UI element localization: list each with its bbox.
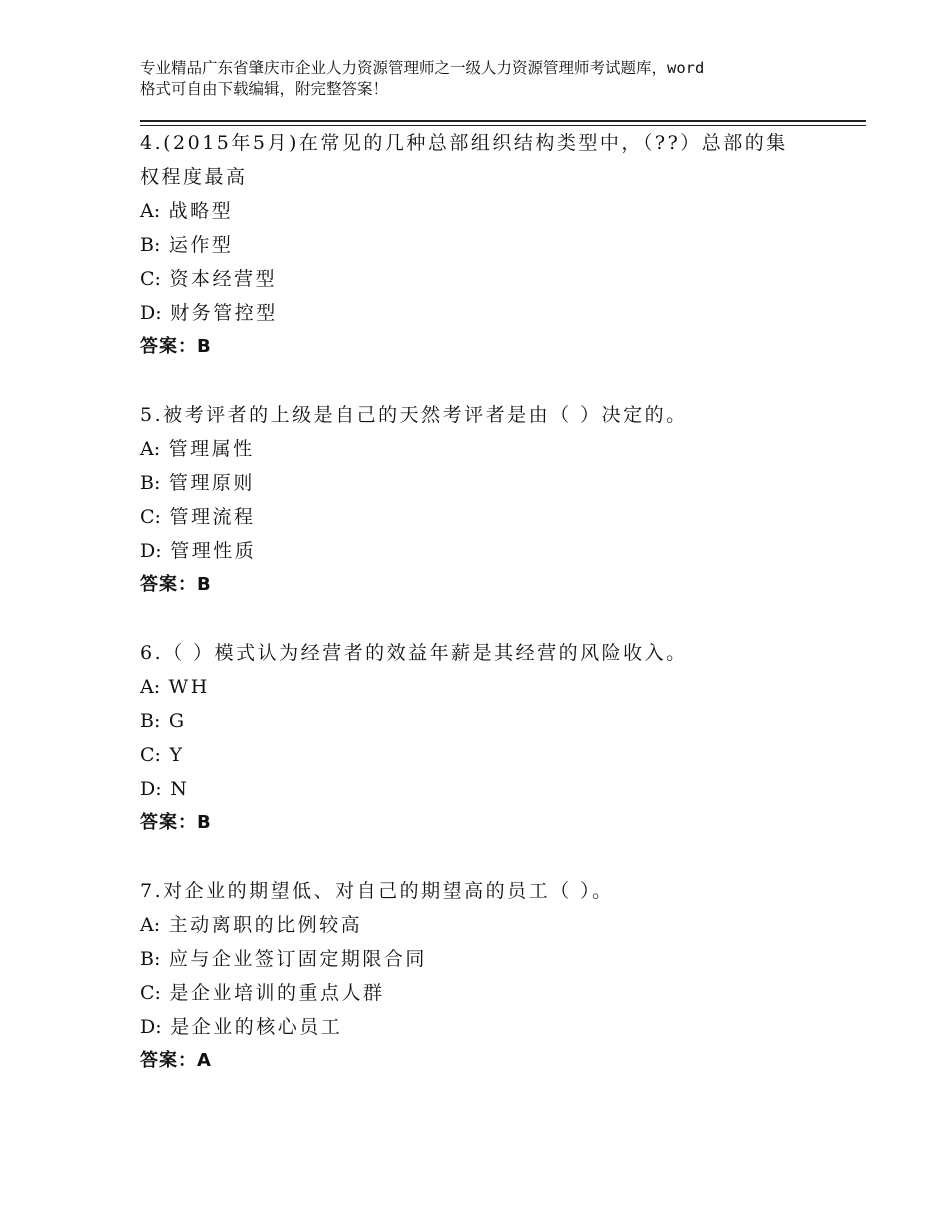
answer-label: 答案： xyxy=(140,336,197,357)
option-letter: B: xyxy=(140,234,161,256)
answer-line xyxy=(140,330,866,364)
document-header xyxy=(140,58,866,100)
question-6 xyxy=(140,636,866,840)
header-line-2: 格式可自由下载编辑，附完整答案！ xyxy=(140,80,389,98)
option-b xyxy=(140,466,866,500)
option-text: G xyxy=(168,710,187,732)
option-a xyxy=(140,908,866,942)
option-b xyxy=(140,228,866,262)
option-b xyxy=(140,704,866,738)
option-d xyxy=(140,534,866,568)
option-letter: C: xyxy=(140,744,161,766)
option-text: Y xyxy=(169,744,185,766)
question-stem: 4.(2015年5月)在常见的几种总部组织结构类型中，（??）总部的集权程度最高 xyxy=(140,132,788,188)
option-text: 管理性质 xyxy=(170,540,257,562)
header-divider-thick xyxy=(140,120,866,122)
option-text: 管理原则 xyxy=(168,472,255,494)
option-text: 是企业的核心员工 xyxy=(170,1016,343,1038)
document-page xyxy=(140,0,866,1230)
question-stem: 6.（ ）模式认为经营者的效益年薪是其经营的风险收入。 xyxy=(140,642,688,664)
option-a xyxy=(140,432,866,466)
option-text: 是企业培训的重点人群 xyxy=(169,982,385,1004)
option-text: 战略型 xyxy=(168,200,234,222)
header-line-1: 专业精品广东省肇庆市企业人力资源管理师之一级人力资源管理师考试题库，word xyxy=(140,59,705,77)
answer-value: B xyxy=(197,574,212,595)
option-letter: C: xyxy=(140,982,161,1004)
answer-line xyxy=(140,568,866,602)
question-5 xyxy=(140,398,866,602)
answer-label: 答案： xyxy=(140,812,197,833)
option-text: N xyxy=(170,778,190,800)
answer-value: A xyxy=(197,1050,212,1071)
option-d xyxy=(140,772,866,806)
option-text: 主动离职的比例较高 xyxy=(168,914,363,936)
option-letter: C: xyxy=(140,506,161,528)
option-c xyxy=(140,738,866,772)
question-7 xyxy=(140,874,866,1078)
option-a xyxy=(140,670,866,704)
answer-label: 答案： xyxy=(140,574,197,595)
option-letter: C: xyxy=(140,268,161,290)
question-stem: 5.被考评者的上级是自己的天然考评者是由（ ）决定的。 xyxy=(140,404,688,426)
option-b xyxy=(140,942,866,976)
option-c xyxy=(140,976,866,1010)
answer-line xyxy=(140,806,866,840)
option-c xyxy=(140,262,866,296)
option-letter: A: xyxy=(140,438,161,460)
option-text: 管理属性 xyxy=(168,438,255,460)
answer-label: 答案： xyxy=(140,1050,197,1071)
option-text: 资本经营型 xyxy=(169,268,278,290)
option-letter: B: xyxy=(140,472,161,494)
option-d xyxy=(140,1010,866,1044)
question-list xyxy=(140,126,866,1112)
option-letter: D: xyxy=(140,302,162,324)
option-text: 应与企业签订固定期限合同 xyxy=(168,948,427,970)
option-letter: D: xyxy=(140,1016,162,1038)
option-letter: B: xyxy=(140,948,161,970)
option-letter: D: xyxy=(140,778,162,800)
question-4 xyxy=(140,126,866,364)
option-a xyxy=(140,194,866,228)
option-text: 运作型 xyxy=(168,234,234,256)
answer-value: B xyxy=(197,336,212,357)
option-letter: A: xyxy=(140,914,161,936)
option-text: 财务管控型 xyxy=(170,302,278,324)
option-letter: A: xyxy=(140,676,161,698)
answer-value: B xyxy=(197,812,212,833)
question-stem: 7.对企业的期望低、对自己的期望高的员工（ ）。 xyxy=(140,880,614,902)
option-letter: D: xyxy=(140,540,162,562)
answer-line xyxy=(140,1044,866,1078)
option-letter: A: xyxy=(140,200,161,222)
option-text: WH xyxy=(168,676,210,698)
option-letter: B: xyxy=(140,710,161,732)
option-d xyxy=(140,296,866,330)
option-text: 管理流程 xyxy=(169,506,256,528)
option-c xyxy=(140,500,866,534)
